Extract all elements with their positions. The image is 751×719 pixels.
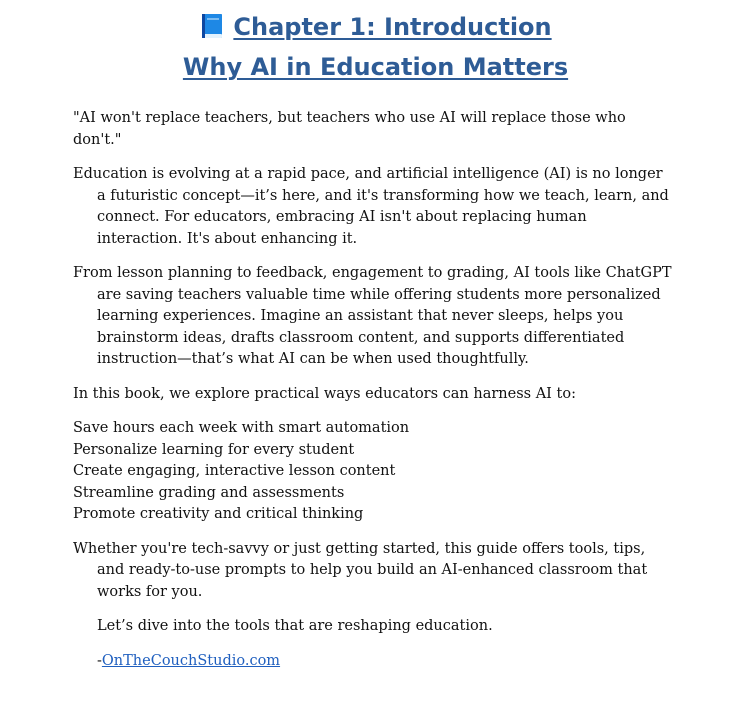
paragraph-education-evolving: Education is evolving at a rapid pace, and artificial intelligence (AI) is no longer a futuristic concept—it’s here, and it's transforming how we teach, learn, and connect. For educators, embracing AI isn't about replacing human interaction. It's about enhancing it. bbox=[73, 166, 669, 247]
list-intro: In this book, we explore practical ways educators can harness AI to: bbox=[73, 385, 576, 402]
benefits-list bbox=[73, 418, 673, 526]
list-item: Personalize learning for every student bbox=[73, 441, 355, 458]
signature bbox=[97, 651, 673, 673]
closing-paragraph: Whether you're tech-savvy or just getting started, this guide offers tools, tips, and ready-to-use prompts to help you build an AI-enhanced classroom that works for you. bbox=[73, 540, 648, 600]
subtitle-heading bbox=[0, 52, 751, 82]
document-body bbox=[73, 108, 673, 685]
list-item: Streamline grading and assessments bbox=[73, 484, 345, 501]
signature-prefix: - bbox=[97, 652, 102, 669]
chapter-title: Chapter 1: Introduction bbox=[233, 13, 552, 41]
subtitle: Why AI in Education Matters bbox=[182, 53, 569, 81]
dive-in-line: Let’s dive into the tools that are reshaping education. bbox=[97, 618, 493, 634]
list-item: Save hours each week with smart automation bbox=[73, 420, 410, 436]
opening-quote: "AI won't replace teachers, but teachers who use AI will replace those who don't." bbox=[73, 110, 626, 148]
list-item: Promote creativity and critical thinking bbox=[73, 506, 364, 522]
paragraph-ai-tools: From lesson planning to feedback, engagement to grading, AI tools like ChatGPT are saving teachers valuable time while offering students more personalized learning experiences. Imagine an assistant that never sleeps, helps you brainstorm ideas, drafts classroom content, and supports differentiated instruction—that’s what AI can be when used thoughtfully. bbox=[73, 265, 672, 367]
signature-link[interactable]: OnTheCouchStudio.com bbox=[101, 652, 281, 669]
chapter-heading bbox=[0, 12, 751, 42]
blue-book-icon bbox=[199, 13, 225, 39]
list-item: Create engaging, interactive lesson content bbox=[73, 463, 396, 479]
